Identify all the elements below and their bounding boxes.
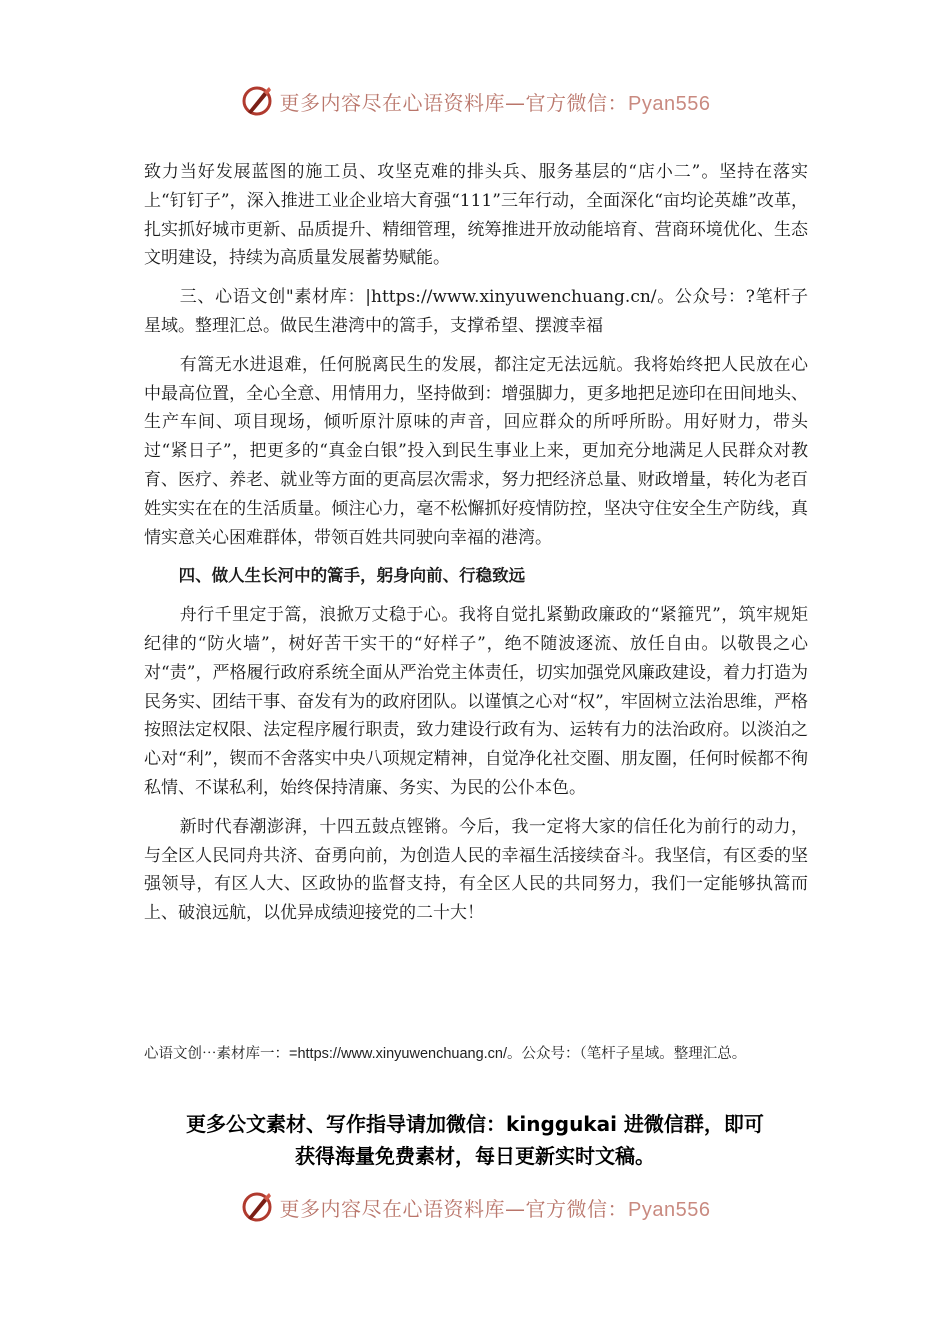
document-body xyxy=(144,158,808,928)
pen-logo-icon xyxy=(240,1190,274,1224)
paragraph: 致力当好发展蓝图的施工员、攻坚克难的排头兵、服务基层的“店小二”。坚持在落实上“钉钉子”，深入推进工业企业培大育强“111”三年行动，全面深化“亩均论英雄”改革，扎实抓好城市更新、品质提升、精细管理，统筹推进开放动能培育、营商环境优化、生态文明建设，持续为高质量发展蓄势赋能。 xyxy=(144,162,808,269)
pen-logo-icon xyxy=(240,84,274,118)
header-banner xyxy=(0,84,950,118)
footer-banner xyxy=(0,1190,950,1224)
promo-line-2: 获得海量免费素材，每日更新实时文稿。 xyxy=(295,1144,655,1168)
paragraph: 舟行千里定于篙，浪掀万丈稳于心。我将自觉扎紧勤政廉政的“紧箍咒”，筑牢规矩纪律的“防火墙”，树好苦干实干的“好样子”，绝不随波逐流、放任自由。以敬畏之心对“责”，严格履行政府系统全面从严治党主体责任，切实加强党风廉政建设，着力打造为民务实、团结干事、奋发有为的政府团队。以谨慎之心对“权”，牢固树立法治思维，严格按照法定权限、法定程序履行职责，致力建设行政有为、运转有力的法治政府。以淡泊之心对“利”，锲而不舍落实中央八项规定精神，自觉净化社交圈、朋友圈，任何时候都不徇私情、不谋私利，始终保持清廉、务实、为民的公仆本色。 xyxy=(144,605,808,798)
paragraph: 有篙无水进退难，任何脱离民生的发展，都注定无法远航。我将始终把人民放在心中最高位置，全心全意、用情用力，坚持做到：增强脚力，更多地把足迹印在田间地头、生产车间、项目现场，倾听原汁原味的声音，回应群众的所呼所盼。用好财力，带头过“紧日子”，把更多的“真金白银”投入到民生事业上来，更加充分地满足人民群众对教育、医疗、养老、就业等方面的更高层次需求，努力把经济总量、财政增量，转化为老百姓实实在在的生活质量。倾注心力，毫不松懈抓好疫情防控，坚决守住安全生产防线，真情实意关心困难群体，带领百姓共同驶向幸福的港湾。 xyxy=(144,354,808,548)
promo-text xyxy=(0,1108,950,1172)
banner-text: 更多内容尽在心语资料库—官方微信：Pyan556 xyxy=(279,1196,711,1221)
section-three-paragraph: 三、心语文创"素材库：|https://www.xinyuwenchuang.cn/。公众号：?笔杆子星域。整理汇总。做民生港湾中的篙手，支撑希望、摆渡幸福 xyxy=(144,287,808,336)
footer-note: 心语文创⋯素材库一：=https://www.xinyuwenchuang.cn/。公众号：（笔杆子星域。整理汇总。 xyxy=(144,1046,747,1062)
paragraph: 新时代春潮澎湃，十四五鼓点铿锵。今后，我一定将大家的信任化为前行的动力，与全区人民同舟共济、奋勇向前，为创造人民的幸福生活接续奋斗。我坚信，有区委的坚强领导，有区人大、区政协的监督支持，有全区人民的共同努力，我们一定能够执篙而上、破浪远航，以优异成绩迎接党的二十大！ xyxy=(144,816,808,924)
section-four-heading: 四、做人生长河中的篙手，躬身向前、行稳致远 xyxy=(178,566,526,586)
promo-line-1: 更多公文素材、写作指导请加微信：kinggukai 进微信群，即可 xyxy=(186,1112,764,1136)
banner-text: 更多内容尽在心语资料库—官方微信：Pyan556 xyxy=(279,90,711,115)
